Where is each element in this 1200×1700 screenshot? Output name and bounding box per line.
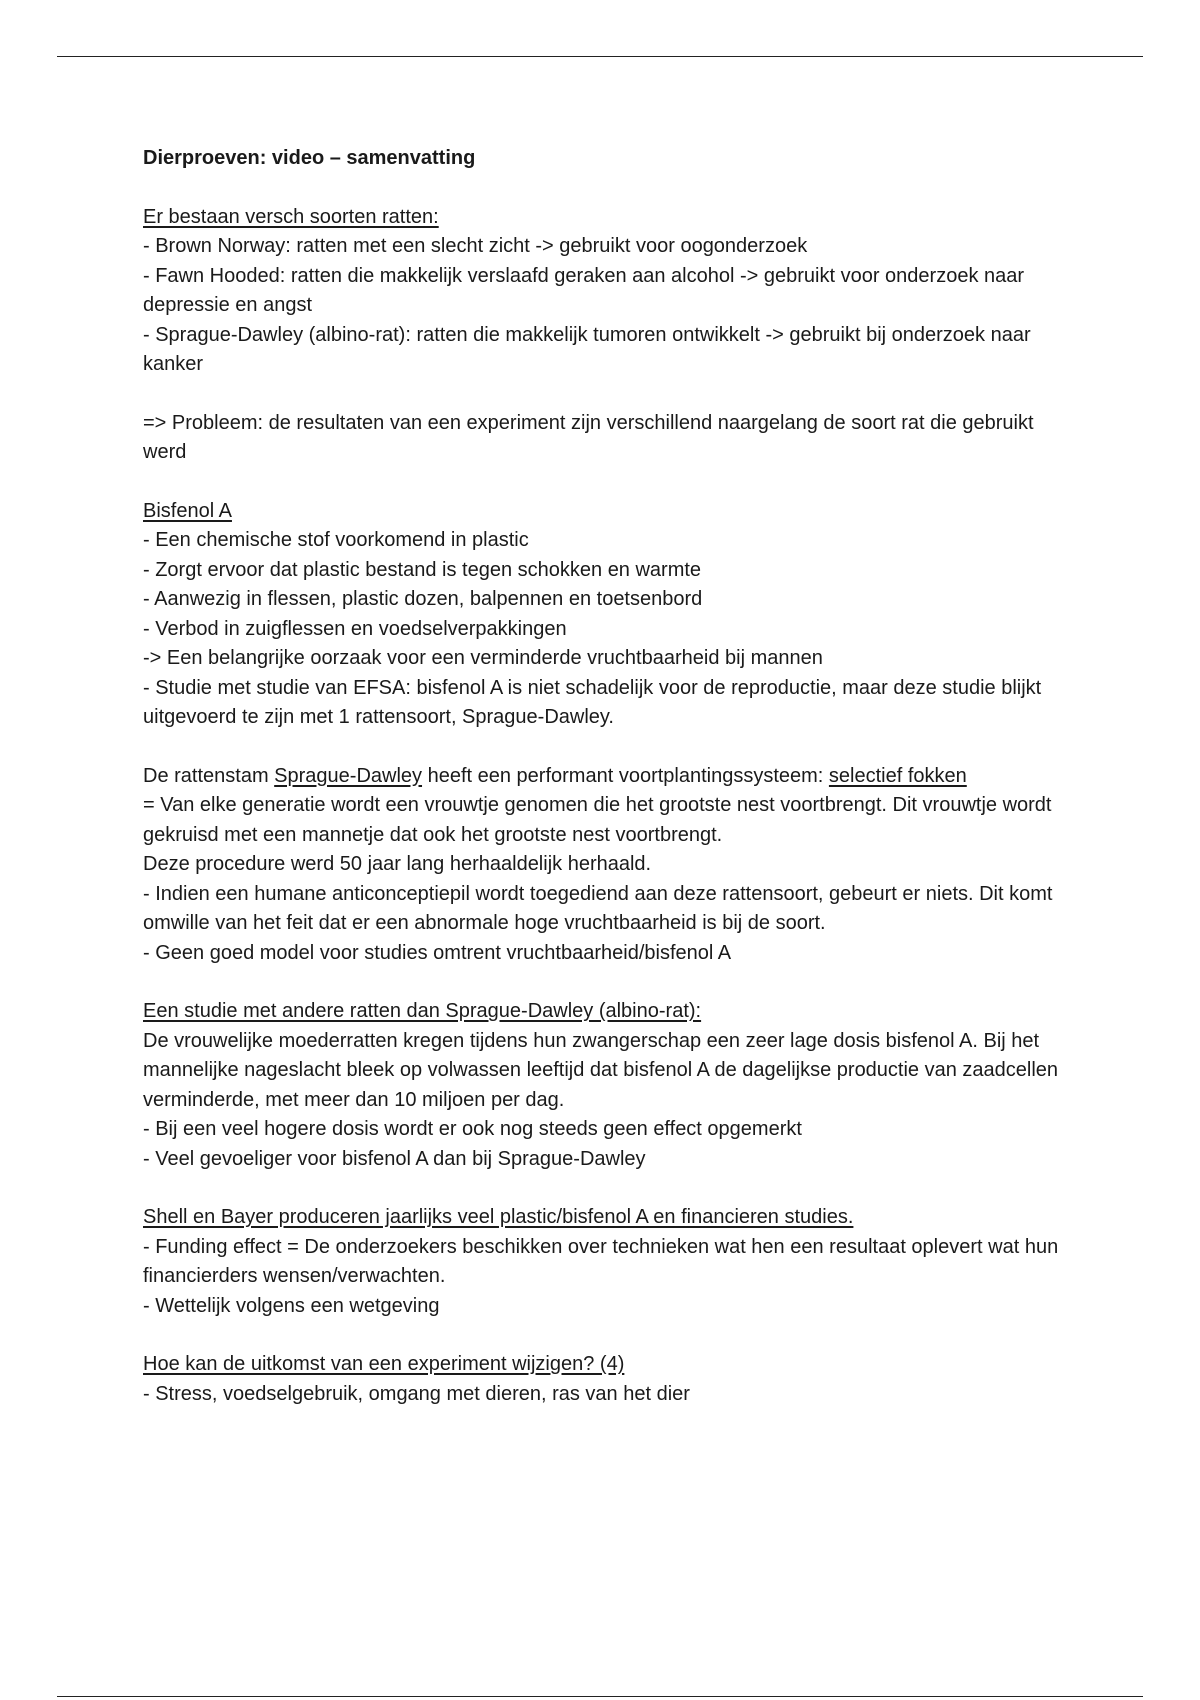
list-item: - Studie met studie van EFSA: bisfenol A is niet schadelijk voor de reproductie, maar deze studie blijkt uitgevoerd te zijn met 1 rattensoort, Sprague-Dawley. [143, 676, 1042, 728]
section-heading-other-rats: Een studie met andere ratten dan Sprague-Dawley (albino-rat): [143, 1000, 702, 1022]
page-top-rule [57, 56, 1143, 57]
page-bottom-rule [57, 1696, 1143, 1697]
list-item: - Indien een humane anticonceptiepil wordt toegediend aan deze rattensoort, gebeurt er niets. Dit komt omwille van het feit dat er een abnormale hoge vruchtbaarheid is bij de soort. [143, 882, 1053, 934]
list-item: - Bij een veel hogere dosis wordt er ook nog steeds geen effect opgemerkt [143, 1118, 802, 1140]
problem-statement: => Probleem: de resultaten van een experiment zijn verschillend naargelang de soort rat die gebruikt werd [143, 411, 1034, 463]
list-item: - Funding effect = De onderzoekers beschikken over technieken wat hen een resultaat oplevert wat hun financierders wensen/verwachten. [143, 1235, 1059, 1287]
list-item: - Sprague-Dawley (albino-rat): ratten die makkelijk tumoren ontwikkelt -> gebruikt bij onderzoek naar kanker [143, 323, 1031, 375]
section-intro-sprague-dawley [143, 762, 1063, 792]
section-heading-rat-types: Er bestaan versch soorten ratten: [143, 205, 439, 228]
intro-text: heeft een performant voortplantingssysteem: [422, 764, 829, 787]
list-item: Deze procedure werd 50 jaar lang herhaaldelijk herhaald. [143, 853, 652, 875]
list-item: - Wettelijk volgens een wetgeving [143, 1294, 440, 1317]
intro-underlined-strain: Sprague-Dawley [274, 764, 423, 787]
list-item: - Zorgt ervoor dat plastic bestand is tegen schokken en warmte [143, 558, 702, 581]
list-item: = Van elke generatie wordt een vrouwtje genomen die het grootste nest voortbrengt. Dit vrouwtje wordt gekruisd met een mannetje dat ook het grootste nest voortbrengt. [143, 794, 1052, 846]
list-item: De vrouwelijke moederratten kregen tijdens hun zwangerschap een zeer lage dosis bisfenol A. Bij het mannelijke nageslacht bleek op volwassen leeftijd dat bisfenol A de dagelijkse productie van zaadcellen verminderde, met meer dan 10 miljoen per dag. [143, 1029, 1059, 1111]
list-item: - Aanwezig in flessen, plastic dozen, balpennen en toetsenbord [143, 588, 703, 610]
list-item: - Geen goed model voor studies omtrent vruchtbaarheid/bisfenol A [143, 941, 732, 964]
section-heading-outcome: Hoe kan de uitkomst van een experiment wijzigen? (4) [143, 1353, 625, 1375]
list-item: -> Een belangrijke oorzaak voor een verminderde vruchtbaarheid bij mannen [143, 647, 823, 669]
section-heading-bisfenol: Bisfenol A [143, 499, 232, 522]
document-body [143, 144, 1063, 1409]
document-title: Dierproeven: video – samenvatting [143, 147, 476, 169]
list-item: - Verbod in zuigflessen en voedselverpakkingen [143, 617, 567, 640]
list-item: - Stress, voedselgebruik, omgang met dieren, ras van het dier [143, 1382, 690, 1405]
list-item: - Veel gevoeliger voor bisfenol A dan bij Sprague-Dawley [143, 1147, 646, 1170]
intro-text: De rattenstam [143, 764, 275, 787]
list-item: - Een chemische stof voorkomend in plastic [143, 529, 529, 551]
intro-underlined-term: selectief fokken [828, 764, 967, 787]
list-item: - Fawn Hooded: ratten die makkelijk verslaafd geraken aan alcohol -> gebruikt voor onderzoek naar depressie en angst [143, 264, 1025, 316]
section-heading-funding: Shell en Bayer produceren jaarlijks veel plastic/bisfenol A en financieren studies. [143, 1206, 854, 1228]
list-item: - Brown Norway: ratten met een slecht zicht -> gebruikt voor oogonderzoek [143, 235, 808, 257]
